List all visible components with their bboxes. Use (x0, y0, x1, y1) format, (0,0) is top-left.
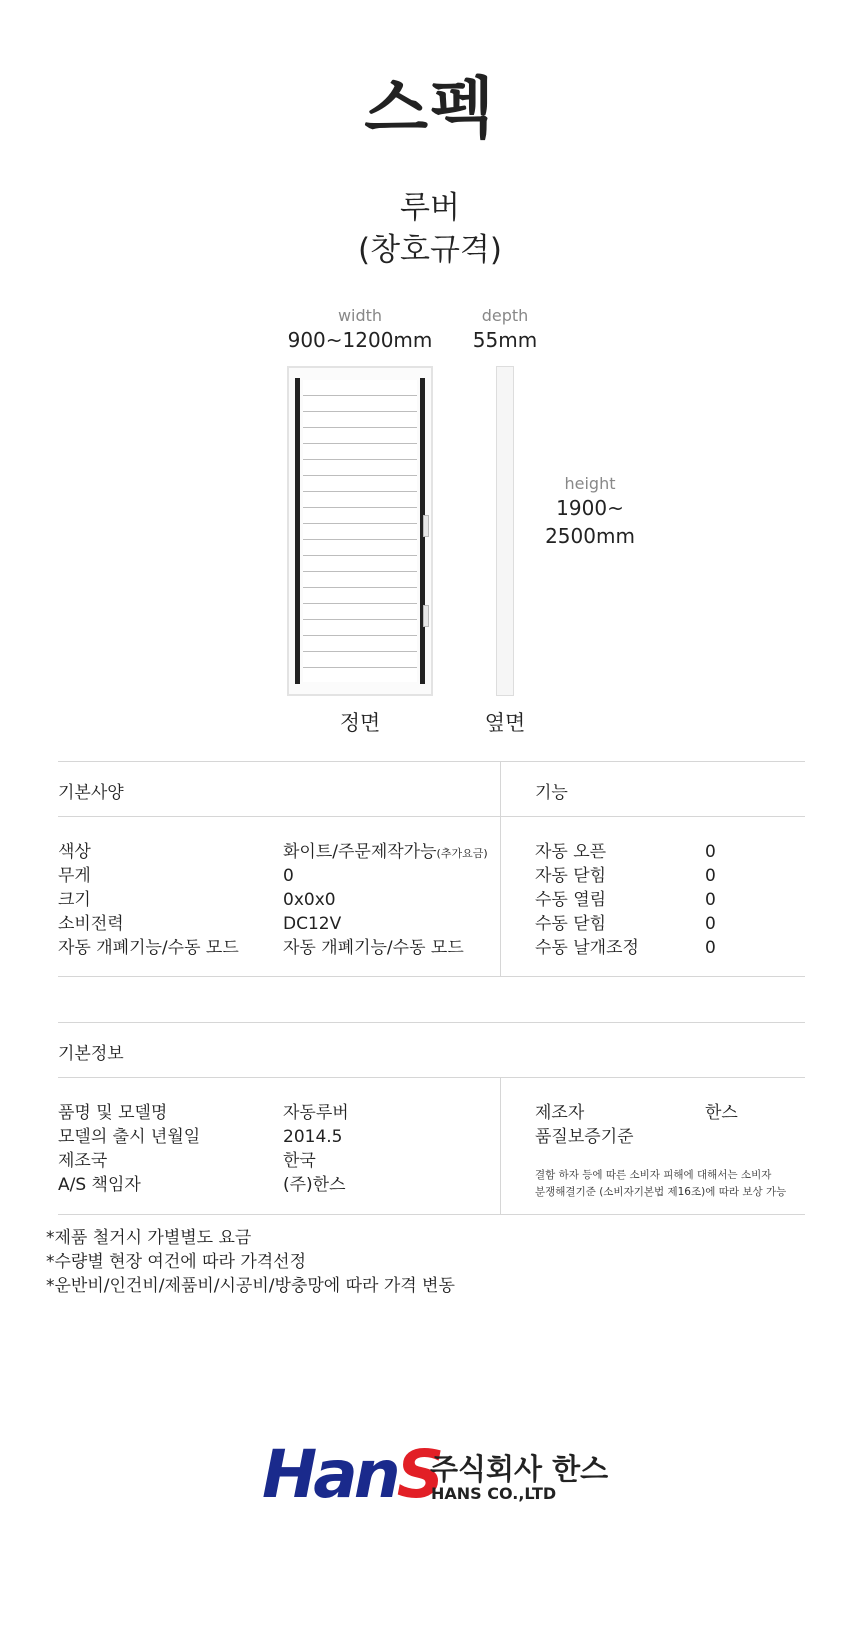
company-name-korean: 주식회사 한스 (430, 1452, 609, 1486)
louver-side-view (496, 366, 514, 696)
feature-label: 자동 오픈 (535, 842, 607, 862)
basic-info-list (58, 1101, 498, 1197)
page-title: 스펙 (364, 70, 496, 147)
louver-front-view (287, 366, 433, 696)
basic-spec-header: 기본사양 (58, 783, 124, 803)
feature-value: 0 (705, 866, 716, 886)
lower-latch (423, 605, 429, 627)
feature-row (535, 840, 805, 864)
spec-value-extra: (추가요금) (436, 847, 488, 860)
table2-bottom-border (58, 1214, 805, 1215)
feature-row (535, 888, 805, 912)
spec-label: 크기 (58, 890, 91, 910)
width-value: 900~1200mm (287, 328, 433, 352)
feature-value: 0 (705, 842, 716, 862)
spec-value: 0x0x0 (283, 890, 336, 910)
maker-value: 한스 (705, 1103, 738, 1123)
table1-top-border (58, 761, 805, 762)
features-header: 기능 (535, 783, 568, 803)
feature-value: 0 (705, 914, 716, 934)
spec-row (58, 840, 498, 864)
table1-bottom-border (58, 976, 805, 977)
info-label: 제조국 (58, 1151, 108, 1171)
spec-label: 색상 (58, 842, 91, 862)
note-3: *운반비/인건비/제품비/시공비/방충망에 따라 가격 변동 (46, 1276, 455, 1296)
spec-row (58, 912, 498, 936)
basic-info-header: 기본정보 (58, 1044, 124, 1064)
hans-logo (262, 1436, 441, 1513)
info-row (58, 1101, 498, 1125)
upper-latch (423, 515, 429, 537)
spec-row (58, 888, 498, 912)
maker-row (535, 1101, 805, 1125)
spec-value: 화이트/주문제작가능 (283, 842, 437, 862)
front-view-label: 정면 (339, 711, 381, 735)
hans-logo-mark (262, 1436, 440, 1513)
info-value: (주)한스 (283, 1175, 346, 1195)
feature-label: 수동 열림 (535, 890, 607, 910)
spec-label: 자동 개폐기능/수동 모드 (58, 938, 239, 958)
left-rail (295, 378, 300, 684)
height-value-line1: 1900~ (556, 496, 624, 520)
depth-value: 55mm (472, 328, 538, 352)
info-label: 모델의 출시 년월일 (58, 1127, 201, 1147)
spec-row (58, 864, 498, 888)
feature-row (535, 936, 805, 960)
spec-label: 무게 (58, 866, 91, 886)
width-label: width (337, 306, 383, 325)
maker-info-list (535, 1101, 805, 1149)
spec-value: 자동 개폐기능/수동 모드 (283, 938, 464, 958)
table2-header-border (58, 1077, 805, 1078)
depth-label: depth (481, 306, 529, 325)
hans-logo-mark-main: Han (262, 1436, 397, 1513)
spec-value: DC12V (283, 914, 342, 934)
info-value: 자동루버 (283, 1103, 349, 1123)
product-name: 루버 (400, 190, 460, 226)
table2-divider (500, 1077, 501, 1214)
louver-slats (303, 380, 417, 682)
info-label: 품명 및 모델명 (58, 1103, 168, 1123)
info-row (58, 1149, 498, 1173)
company-name-english: HANS CO.,LTD (431, 1484, 557, 1503)
warranty-line-2: 분쟁해결기준 (소비자기본법 제16조)에 따라 보상 가능 (535, 1186, 787, 1198)
maker-row (535, 1125, 805, 1149)
spec-row (58, 936, 498, 960)
height-value-line2: 2500mm (545, 524, 635, 548)
feature-value: 0 (705, 938, 716, 958)
height-label: height (564, 474, 616, 493)
info-label: A/S 책임자 (58, 1175, 141, 1195)
table1-header-border (58, 816, 805, 817)
info-value: 한국 (283, 1151, 316, 1171)
side-view-label: 옆면 (484, 711, 526, 735)
basic-spec-list (58, 840, 498, 960)
note-1: *제품 철거시 가별별도 요금 (46, 1228, 252, 1248)
feature-value: 0 (705, 890, 716, 910)
warranty-line-1: 결함 하자 등에 따른 소비자 피해에 대해서는 소비자 (535, 1169, 772, 1181)
product-subtitle: (창호규격) (358, 232, 502, 268)
features-list (535, 840, 805, 960)
info-value: 2014.5 (283, 1127, 343, 1147)
hans-logo-mark-accent: S (396, 1436, 441, 1513)
spec-label: 소비전력 (58, 914, 124, 934)
spec-value: 0 (283, 866, 294, 886)
info-row (58, 1173, 498, 1197)
table1-divider (500, 761, 501, 977)
feature-label: 수동 닫힘 (535, 914, 607, 934)
note-2: *수량별 현장 여건에 따라 가격선정 (46, 1252, 307, 1272)
info-row (58, 1125, 498, 1149)
table2-top-border (58, 1022, 805, 1023)
maker-label: 품질보증기준 (535, 1127, 634, 1147)
feature-row (535, 912, 805, 936)
feature-label: 자동 닫힘 (535, 866, 607, 886)
feature-row (535, 864, 805, 888)
maker-label: 제조자 (535, 1103, 585, 1123)
feature-label: 수동 날개조정 (535, 938, 639, 958)
